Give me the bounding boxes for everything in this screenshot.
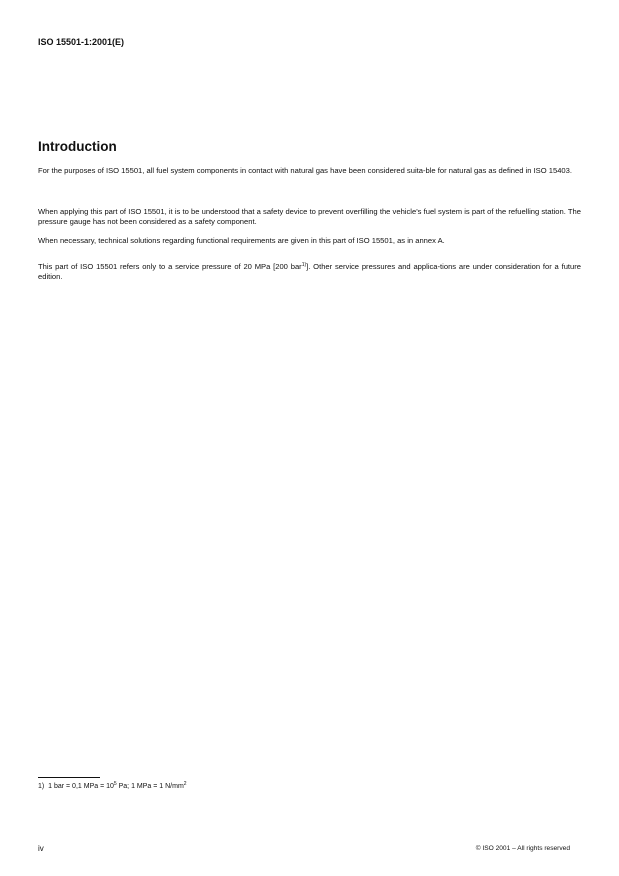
page-number: iv	[38, 844, 44, 853]
footnote-reference[interactable]: 1)	[301, 262, 307, 268]
superscript: 2	[183, 781, 187, 787]
paragraph: When necessary, technical solutions regarding functional requirements are given in this part of ISO 15501, as in annex A.	[38, 236, 445, 245]
paragraph	[38, 262, 581, 282]
footnote-text: Pa; 1 MPa = 1 N/mm	[116, 783, 184, 790]
footnote-marker: 1)	[38, 783, 45, 790]
paragraph: For the purposes of ISO 15501, all fuel system components in contact with natural gas have been considered suita-ble for natural gas as defined in ISO 15403.	[38, 166, 572, 175]
footnote	[38, 783, 187, 790]
copyright-notice: © ISO 2001 – All rights reserved	[475, 845, 570, 852]
footnote-divider	[38, 777, 100, 778]
document-id-header: ISO 15501-1:2001(E)	[38, 37, 125, 47]
paragraph-text: This part of ISO 15501 refers only to a service pressure of 20 MPa [200 bar	[38, 262, 302, 271]
paragraph-text: ]. Other service pressures and applica-tions are under consideration for a future edition.	[38, 262, 581, 281]
section-heading: Introduction	[38, 139, 117, 154]
footnote-text: 1 bar = 0,1 MPa = 10	[48, 783, 114, 790]
paragraph: When applying this part of ISO 15501, it is to be understood that a safety device to prevent overfilling the vehicle's fuel system is part of the refuelling station. The pressure gauge has not been considered as a safety component.	[38, 207, 581, 226]
superscript: 5	[113, 781, 117, 787]
